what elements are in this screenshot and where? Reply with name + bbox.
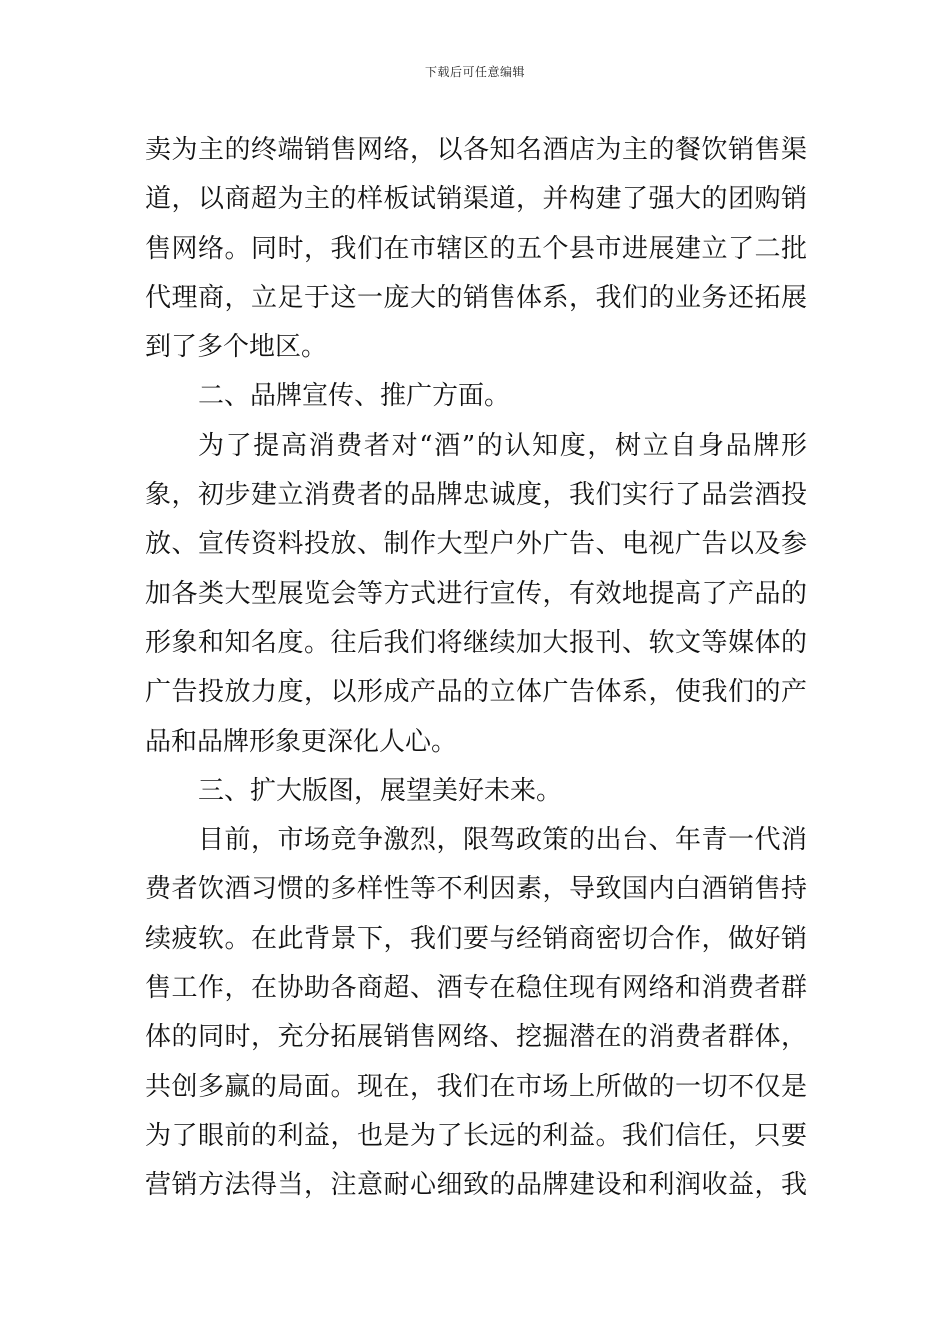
- document-body: [145, 126, 807, 1211]
- text-line: 道，以商超为主的样板试销渠道，并构建了强大的团购销: [145, 184, 807, 215]
- page-header: 下载后可任意编辑: [424, 65, 525, 79]
- text-line: 广告投放力度，以形成产品的立体广告体系，使我们的产: [145, 677, 807, 708]
- text-line: 品和品牌形象更深化人心。: [145, 726, 458, 757]
- text-line: 代理商，立足于这一庞大的销售体系，我们的业务还拓展: [145, 282, 807, 313]
- text-line: 象，初步建立消费者的品牌忠诚度，我们实行了品尝酒投: [145, 480, 807, 511]
- text-line: 放、宣传资料投放、制作大型户外广告、电视广告以及参: [145, 529, 807, 560]
- paragraph-first-line: 为了提高消费者对“酒”的认知度，树立自身品牌形: [198, 430, 807, 461]
- text-line: 卖为主的终端销售网络，以各知名酒店为主的餐饮销售渠: [145, 135, 807, 165]
- text-line: 共创多赢的局面。现在，我们在市场上所做的一切不仅是: [145, 1071, 807, 1102]
- text-line: 续疲软。在此背景下，我们要与经销商密切合作，做好销: [145, 923, 807, 954]
- text-line: 到了多个地区。: [145, 332, 328, 363]
- section-heading: 二、品牌宣传、推广方面。: [198, 381, 511, 412]
- text-line: 加各类大型展览会等方式进行宣传，有效地提高了产品的: [145, 578, 807, 609]
- text-line: 费者饮酒习惯的多样性等不利因素，导致国内白酒销售持: [145, 874, 807, 905]
- text-line: 形象和知名度。往后我们将继续加大报刊、软文等媒体的: [145, 627, 807, 658]
- text-line: 售工作，在协助各商超、酒专在稳住现有网络和消费者群: [145, 973, 807, 1004]
- text-line: 体的同时，充分拓展销售网络、挖掘潜在的消费者群体，: [145, 1022, 807, 1053]
- text-line: 售网络。同时，我们在市辖区的五个县市进展建立了二批: [145, 233, 807, 264]
- text-line: 营销方法得当，注意耐心细致的品牌建设和利润收益，我: [145, 1170, 807, 1201]
- section-heading: 三、扩大版图，展望美好未来。: [198, 775, 563, 806]
- paragraph-first-line: 目前，市场竞争激烈，限驾政策的出台、年青一代消: [198, 825, 807, 856]
- text-line: 为了眼前的利益，也是为了长远的利益。我们信任，只要: [145, 1120, 807, 1151]
